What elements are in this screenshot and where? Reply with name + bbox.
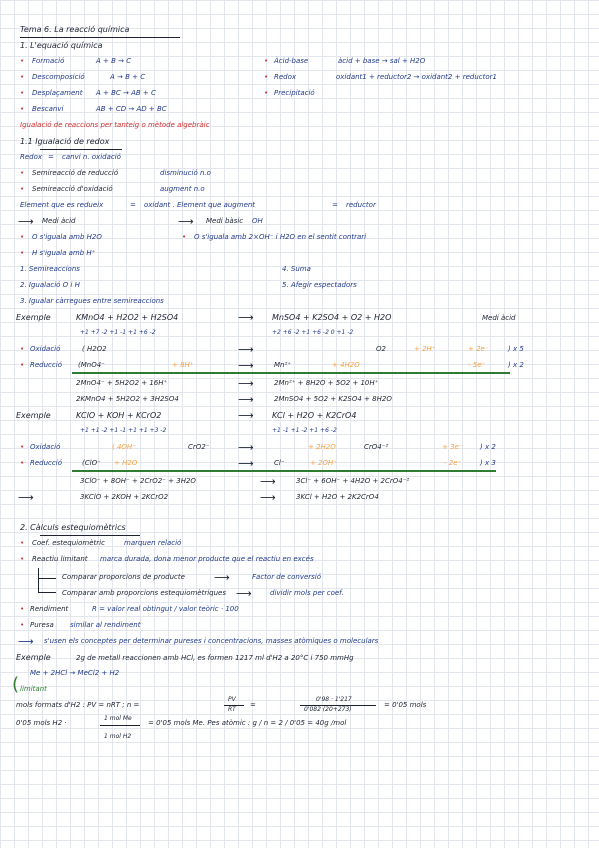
bullet: •	[20, 539, 25, 547]
limit-value: marca durada, dona menor producte que el reactiu en excés	[100, 555, 314, 563]
purity-value: similar al rendiment	[70, 621, 141, 629]
element-reduces: Element que es redueix	[20, 201, 104, 209]
equals-sign: =	[250, 701, 256, 709]
oxidacio-label: Oxidació	[30, 345, 61, 353]
bullet: •	[20, 249, 25, 257]
half-ox-label: Semireacció d'oxidació	[32, 185, 113, 193]
step-item: 4. Suma	[282, 265, 311, 273]
calc2-frac-bot: 1 mol H2	[104, 733, 132, 740]
bullet: •	[264, 89, 269, 97]
heading-underline	[40, 535, 140, 536]
type-name: Bescanvi	[32, 105, 64, 113]
multiplier: ) x 2	[508, 361, 524, 369]
type-name: Redox	[274, 73, 297, 81]
o-acid-rule: O s'iguala amb H2O	[32, 233, 102, 241]
type-eq: A + B → C	[96, 57, 132, 65]
bullet: •	[20, 345, 25, 353]
sum-ionic-left: 3ClO⁻ + 8OH⁻ + 2CrO2⁻ + 3H2O	[80, 477, 196, 485]
arrow-icon: ⟶	[238, 409, 254, 422]
concepts-note: s'usen els conceptes per determinar pureses i concentracions, masses atòmiques o moleculars	[44, 637, 379, 645]
step-item: 1. Semireaccions	[20, 265, 80, 273]
arrow-icon: ⟶	[18, 491, 34, 504]
half-left-h: + 8H⁺	[172, 361, 194, 369]
purity-label: Puresa	[30, 621, 54, 629]
arrow-icon: ⟶	[18, 635, 34, 648]
bullet: •	[20, 605, 25, 613]
type-eq: àcid + base → sal + H2O	[338, 57, 426, 65]
oxidation-numbers: +1 +7 -2 +1 -1 +1 +6 -2	[80, 329, 156, 336]
example-label: Exemple	[16, 653, 51, 662]
half-left: CrO2⁻	[188, 443, 210, 451]
arrow-icon: ⟶	[238, 343, 254, 356]
example-reactants: KClO + KOH + KCrO2	[76, 411, 162, 420]
step-item: 2. Igualació O i H	[20, 281, 80, 289]
sum-line	[72, 372, 510, 374]
coef-label: Coef. estequiomètric	[32, 539, 105, 547]
half-right-h: + 2H⁺	[414, 345, 436, 353]
yield-formula: R = valor real obtingut / valor teòric · 100	[92, 605, 239, 613]
acid-medium-label: Medi àcid	[42, 217, 76, 225]
limitant-mark: (	[12, 674, 20, 695]
example-label: Exemple	[16, 313, 51, 322]
type-name: Àcid-base	[274, 57, 309, 65]
sum-ionic-left: 2MnO4⁻ + 5H2O2 + 16H⁺	[76, 379, 168, 387]
example-statement: 2g de metall reaccionen amb HCl, es formen 1217 ml d'H2 a 20°C i 750 mmHg	[76, 654, 354, 662]
type-name: Formació	[32, 57, 65, 65]
reduccio-label: Reducció	[30, 459, 62, 467]
equals-sign: =	[48, 153, 54, 161]
half-right: Cl⁻	[274, 459, 285, 467]
basic-medium-label: Medi bàsic	[206, 217, 244, 225]
bullet: •	[20, 185, 25, 193]
bullet: •	[20, 459, 25, 467]
o-basic-rule: O s'iguala amb 2×OH⁻ i H2O en el sentit contrari	[194, 233, 367, 241]
element-reductor: reductor	[346, 201, 376, 209]
half-red-value: disminució n.o	[160, 169, 211, 177]
calc1-result: = 0'05 mols	[384, 701, 427, 709]
multiplier: ) x 3	[480, 459, 496, 467]
bullet: •	[264, 57, 269, 65]
sum-full-left: 2KMnO4 + 5H2O2 + 3H2SO4	[76, 395, 179, 403]
oxidation-numbers: +2 +6 -2 +1 +6 -2 0 +1 -2	[272, 329, 354, 336]
heading-underline	[40, 149, 122, 150]
multiplier: ) x 5	[508, 345, 524, 353]
example-reactants: KMnO4 + H2O2 + H2SO4	[76, 313, 179, 322]
sum-full-right: 2MnSO4 + 5O2 + K2SO4 + 8H2O	[274, 395, 392, 403]
bullet: •	[20, 89, 25, 97]
balancing-note: Igualació de reaccions per tanteig o mètode algebràic	[20, 121, 210, 129]
calc1-denominator: 0'082 (20+273)	[304, 706, 352, 713]
tree-line	[38, 592, 56, 593]
half-red-label: Semireacció de reducció	[32, 169, 119, 177]
half-right: CrO4⁻²	[364, 443, 389, 451]
arrow-icon: ⟶	[238, 457, 254, 470]
half-ox-value: augment n.o	[160, 185, 205, 193]
bullet: •	[20, 621, 25, 629]
sum-ionic-right: 3Cl⁻ + 6OH⁻ + 4H2O + 2CrO4⁻²	[296, 477, 410, 485]
half-right: Mn²⁺	[274, 361, 291, 369]
type-eq: oxidant1 + reductor2 → oxidant2 + reductor1	[336, 73, 497, 81]
arrow-icon: ⟶	[238, 393, 254, 406]
half-right-e: - 5e⁻	[468, 361, 486, 369]
arrow-icon: ⟶	[260, 491, 276, 504]
arrow-icon: ⟶	[236, 587, 252, 600]
medium-label: Medi àcid	[482, 314, 516, 322]
type-eq: AB + CD → AD + BC	[96, 105, 167, 113]
example-label: Exemple	[16, 411, 51, 420]
tree-line	[38, 568, 39, 592]
arrow-icon: ⟶	[260, 475, 276, 488]
type-name: Desplaçament	[32, 89, 83, 97]
title-underline	[20, 37, 180, 38]
coef-value: marquen relació	[124, 539, 182, 547]
half-right-water: + 2H2O	[308, 443, 336, 451]
calc2-frac-top: 1 mol Me	[104, 715, 132, 722]
equals-sign: =	[332, 201, 338, 209]
limitant-label: limitant	[20, 685, 47, 693]
h-acid-rule: H s'iguala amb H⁺	[32, 249, 96, 257]
bullet: •	[20, 57, 25, 65]
half-right-e: + 2e⁻	[468, 345, 489, 353]
compare-b: Comparar amb proporcions estequiomètriques	[62, 589, 227, 597]
fraction-bar	[100, 725, 140, 726]
half-right: O2	[376, 345, 386, 353]
arrow-icon: ⟶	[18, 215, 34, 228]
sum-full-right: 3KCl + H2O + 2K2CrO4	[296, 493, 379, 501]
section1-heading: 1. L'equació química	[20, 41, 103, 50]
calc1-text: mols formats d'H2 : PV = nRT ; n =	[16, 701, 140, 709]
bullet: •	[20, 169, 25, 177]
arrow-icon: ⟶	[214, 571, 230, 584]
step-item: 5. Afegir espectadors	[282, 281, 357, 289]
arrow-icon: ⟶	[238, 311, 254, 324]
bullet: •	[182, 233, 187, 241]
half-left-water: + H2O	[114, 459, 138, 467]
bullet: •	[264, 73, 269, 81]
compare-a: Comparar proporcions de producte	[62, 573, 185, 581]
multiplier: ) x 2	[480, 443, 496, 451]
tree-line	[38, 578, 56, 579]
arrow-icon: ⟶	[238, 359, 254, 372]
calc1-frac-top: PV	[228, 696, 236, 703]
yield-label: Rendiment	[30, 605, 69, 613]
type-eq: A → B + C	[110, 73, 146, 81]
reaction-equation: Me + 2HCl → MeCl2 + H2	[30, 669, 120, 677]
oxidacio-label: Oxidació	[30, 443, 61, 451]
oxidation-numbers: +1 +1 -2 +1 -1 +1 +1 +3 -2	[80, 427, 167, 434]
step-item: 3. Igualar càrregues entre semireaccions	[20, 297, 164, 305]
half-left: (ClO⁻	[82, 459, 101, 467]
element-oxidant: oxidant . Element que augment	[144, 201, 256, 209]
page-title: Tema 6. La reacció química	[20, 25, 130, 34]
bullet: •	[20, 555, 25, 563]
calc1-frac-bot: RT	[228, 706, 236, 713]
arrow-icon: ⟶	[178, 215, 194, 228]
half-right-e: + 3e⁻	[442, 443, 463, 451]
bullet: •	[20, 105, 25, 113]
example-products: MnSO4 + K2SO4 + O2 + H2O	[272, 313, 392, 322]
reduccio-label: Reducció	[30, 361, 62, 369]
oxidation-numbers: +1 -1 +1 -2 +1 +6 -2	[272, 427, 337, 434]
redox-definition: canvi n. oxidació	[62, 153, 121, 161]
section11-heading: 1.1 Igualació de redox	[20, 137, 110, 146]
calc2-result: = 0'05 mols Me. Pes atòmic : g / n = 2 / 0'05 = 40g /mol	[148, 719, 347, 727]
bullet: •	[20, 443, 25, 451]
type-name: Precipitació	[274, 89, 315, 97]
arrow-icon: ⟶	[238, 377, 254, 390]
compare-a-method: Factor de conversió	[252, 573, 322, 581]
sum-full-left: 3KClO + 2KOH + 2KCrO2	[80, 493, 169, 501]
bullet: •	[20, 361, 25, 369]
calc2-text: 0'05 mols H2 ·	[16, 719, 67, 727]
half-right-water: + 4H2O	[332, 361, 360, 369]
section2-heading: 2. Càlculs estequiomètrics	[20, 523, 126, 532]
half-left-oh: ( 4OH⁻	[112, 443, 136, 451]
sum-ionic-right: 2Mn²⁺ + 8H2O + 5O2 + 10H⁺	[274, 379, 379, 387]
half-right-e: - 2e⁻	[444, 459, 462, 467]
equals-sign: =	[130, 201, 136, 209]
compare-b-method: dividir mols per coef.	[270, 589, 344, 597]
bullet: •	[20, 233, 25, 241]
bullet: •	[20, 73, 25, 81]
redox-term: Redox	[20, 153, 43, 161]
type-eq: A + BC → AB + C	[96, 89, 156, 97]
half-left: (MnO4⁻	[78, 361, 105, 369]
sum-line	[72, 470, 496, 472]
arrow-icon: ⟶	[238, 441, 254, 454]
example-products: KCl + H2O + K2CrO4	[272, 411, 357, 420]
limit-label: Reactiu limitant	[32, 555, 88, 563]
calc1-numerator: 0'98 · 1'217	[316, 696, 352, 703]
type-name: Descomposició	[32, 73, 85, 81]
half-right-oh: + 2OH⁻	[310, 459, 338, 467]
half-left: ( H2O2	[82, 345, 107, 353]
basic-oh: OH	[252, 217, 263, 225]
